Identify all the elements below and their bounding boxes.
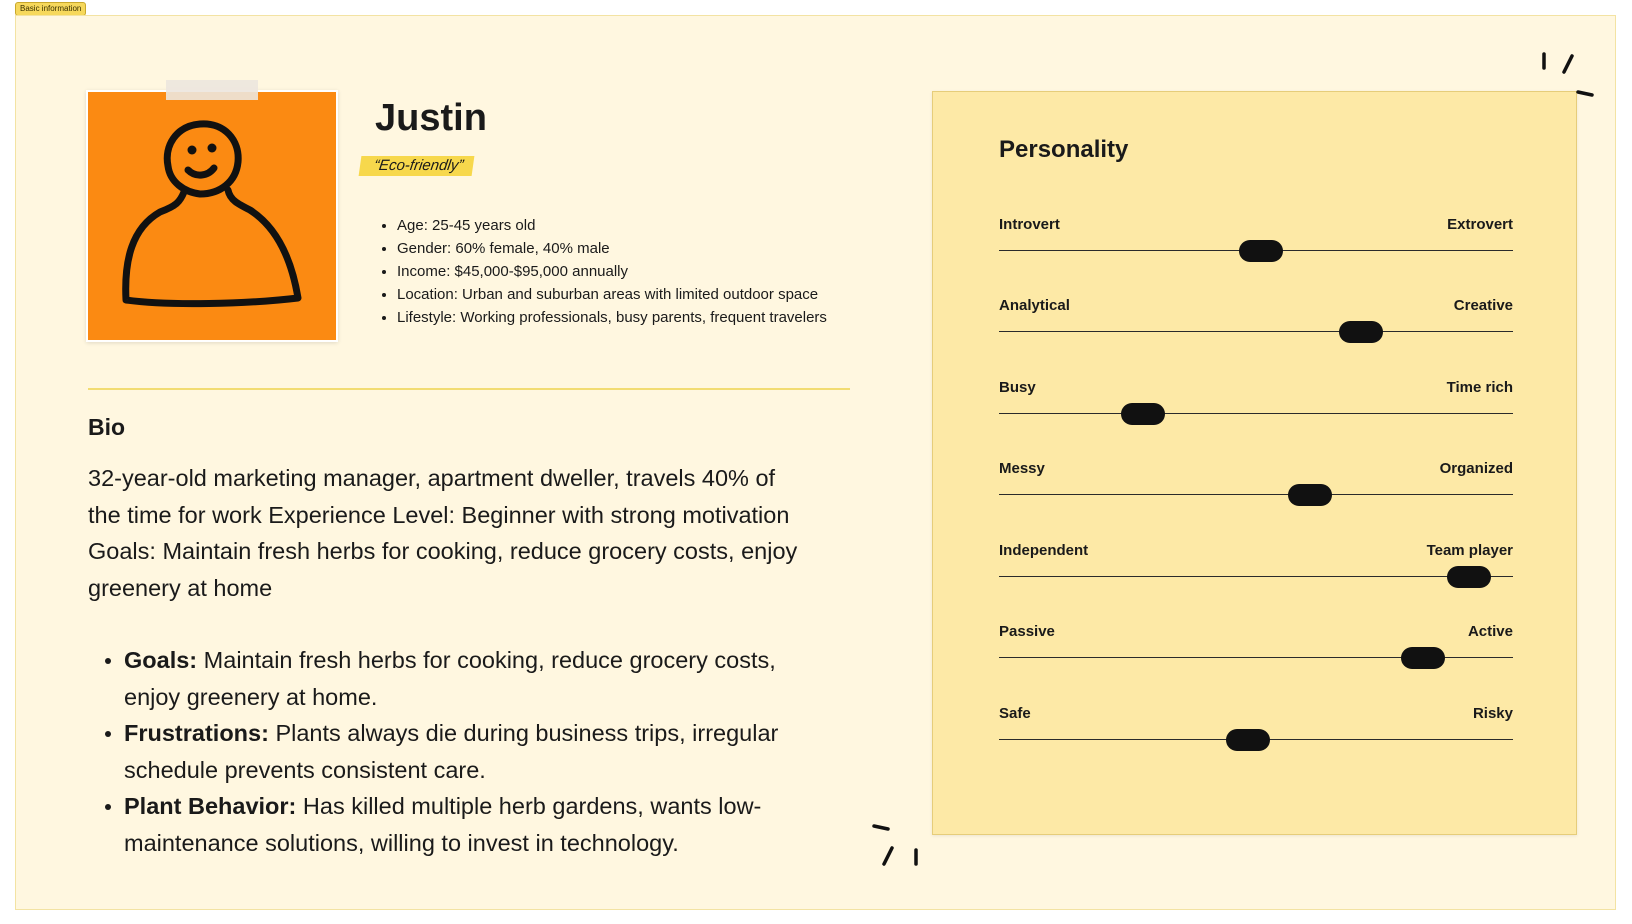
trait-slider-knob[interactable] — [1239, 240, 1283, 262]
trait-slider-track — [999, 413, 1513, 414]
trait-right-label: Team player — [1426, 542, 1513, 559]
trait-slider-track — [999, 331, 1513, 332]
trait-analytical-creative — [999, 297, 1513, 357]
demographics-list — [381, 214, 827, 329]
trait-passive-active — [999, 623, 1513, 683]
bio-point-label: Goals: — [124, 647, 198, 673]
demographic-item: • Lifestyle: Working professionals, busy parents, frequent travelers — [397, 306, 827, 329]
trait-safe-risky — [999, 705, 1513, 765]
personality-title: Personality — [999, 136, 1129, 163]
bio-point-label: Plant Behavior: — [124, 793, 297, 819]
trait-slider-knob[interactable] — [1447, 566, 1491, 588]
demographic-item: • Location: Urban and suburban areas with limited outdoor space — [397, 283, 827, 306]
bio-text: 32-year-old marketing manager, apartment dweller, travels 40% of the time for work Experience Level: Beginner with strong motivation Goals: Maintain fresh herbs for cooking, reduce grocery costs, enjoy greenery at home — [88, 465, 798, 601]
personality-card — [932, 91, 1577, 835]
bio-point-text: Has killed multiple herb gardens, wants low-maintenance solutions, willing to invest in technology. — [124, 793, 762, 856]
trait-left-label: Busy — [999, 379, 1036, 396]
trait-right-label: Organized — [1439, 460, 1513, 477]
bio-point-text: Plants always die during business trips, irregular schedule prevents consistent care. — [124, 720, 779, 783]
person-doodle-icon — [88, 92, 336, 340]
trait-slider-knob[interactable] — [1401, 647, 1445, 669]
trait-right-label: Active — [1467, 623, 1513, 640]
tape-strip — [166, 80, 258, 100]
bio-heading: Bio — [88, 414, 126, 440]
persona-name: Justin — [375, 97, 487, 139]
demographic-item: • Age: 25-45 years old — [397, 214, 827, 237]
trait-introvert-extrovert — [999, 216, 1513, 276]
bio-points-list — [124, 642, 824, 861]
demographic-item: • Income: $45,000-$95,000 annually — [397, 260, 827, 283]
trait-right-label: Risky — [1472, 705, 1513, 722]
trait-left-label: Safe — [999, 705, 1031, 722]
section-divider — [88, 388, 850, 390]
demographic-item: • Gender: 60% female, 40% male — [397, 237, 827, 260]
trait-messy-organized — [999, 460, 1513, 520]
trait-left-label: Independent — [999, 542, 1089, 559]
persona-tagline: “Eco-friendly” — [359, 156, 475, 176]
frame-label[interactable]: Basic information — [15, 2, 86, 16]
trait-left-label: Passive — [999, 623, 1055, 640]
trait-busy-time-rich — [999, 379, 1513, 439]
bio-point-label: Frustrations: — [124, 720, 269, 746]
trait-slider-knob[interactable] — [1288, 484, 1332, 506]
trait-right-label: Creative — [1453, 297, 1513, 314]
trait-right-label: Time rich — [1446, 379, 1513, 396]
bio-point-text: Maintain fresh herbs for cooking, reduce grocery costs, enjoy greenery at home. — [124, 647, 776, 710]
trait-left-label: Analytical — [999, 297, 1070, 314]
bio-point-goals — [124, 642, 824, 715]
avatar — [86, 90, 338, 342]
trait-left-label: Introvert — [999, 216, 1060, 233]
trait-slider-track — [999, 576, 1513, 577]
trait-slider-knob[interactable] — [1339, 321, 1383, 343]
trait-right-label: Extrovert — [1447, 216, 1513, 233]
bio-point-frustrations — [124, 715, 824, 788]
trait-slider-track — [999, 494, 1513, 495]
bio-point-plant-behavior — [124, 788, 824, 861]
trait-slider-knob[interactable] — [1226, 729, 1270, 751]
trait-independent-team-player — [999, 542, 1513, 602]
trait-left-label: Messy — [999, 460, 1045, 477]
trait-slider-knob[interactable] — [1121, 403, 1165, 425]
